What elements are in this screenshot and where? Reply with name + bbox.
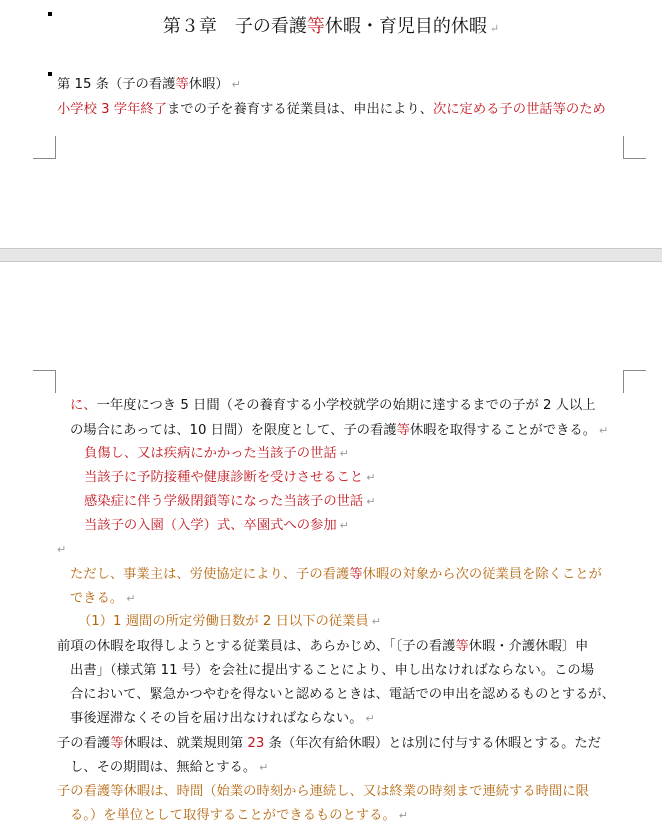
text-segment: 前項の休暇を取得しようとする従業員は、あらかじめ、「〔子の看護 — [57, 639, 456, 654]
article-text: 休暇） — [188, 77, 229, 92]
margin-corner-mark — [33, 370, 56, 393]
paragraph-line[interactable] — [57, 638, 588, 656]
paragraph-mark-bullet — [48, 72, 52, 76]
paragraph-mark: ↵ — [259, 761, 269, 774]
text-segment: に、 — [70, 398, 97, 413]
paragraph-mark: ↵ — [489, 22, 500, 35]
paragraph-mark: ↵ — [57, 543, 67, 556]
list-item[interactable] — [84, 469, 375, 487]
text-segment: 条（年次有給休暇）とは別に付与する休暇とする。ただ — [264, 736, 601, 751]
page-break-gap — [0, 248, 662, 262]
paragraph-mark: ↵ — [126, 592, 136, 605]
text-segment: できる。 — [70, 591, 124, 606]
list-item-text: 感染症に伴う学級閉鎖等になった当該子の世話 — [84, 494, 364, 509]
text-segment: 休暇は、就業規則第 — [123, 736, 248, 751]
title-text: 第３章 子の看護 — [162, 16, 307, 37]
paragraph-line[interactable] — [70, 422, 608, 440]
text-segment: ただし、事業主は、労使協定により、子の看護 — [70, 567, 350, 582]
text-segment: 小学校 3 学年終了 — [57, 102, 167, 117]
paragraph-mark: ↵ — [339, 447, 349, 460]
paragraph-mark: ↵ — [366, 471, 376, 484]
text-segment: る。）を単位として取得することができるものとする。 — [70, 808, 396, 823]
paragraph-line[interactable] — [70, 397, 596, 415]
text-segment-highlight: 等 — [455, 639, 469, 654]
paragraph-mark: ↵ — [371, 615, 381, 628]
article-heading[interactable] — [57, 76, 241, 94]
text-segment: 一年度につき 5 日間（その養育する小学校就学の始期に達するまでの子が 2 人以上 — [96, 398, 596, 413]
text-segment-highlight: 等 — [349, 567, 363, 582]
paragraph-line[interactable] — [70, 686, 615, 704]
list-item[interactable] — [78, 613, 381, 631]
text-segment: 次に定める子の世話等のため — [432, 102, 606, 117]
paragraph-mark: ↵ — [398, 809, 408, 822]
chapter-title[interactable] — [0, 14, 662, 42]
paragraph-mark: ↵ — [231, 78, 241, 91]
text-segment: の場合にあっては、10 日間）を限度として、子の看護 — [70, 423, 397, 438]
margin-corner-mark — [33, 136, 56, 159]
text-segment: 合において、緊急かつやむを得ないと認めるときは、電話での申出を認めるものとするが、 — [70, 687, 615, 702]
text-segment-highlight: 23 — [247, 736, 265, 751]
paragraph-line[interactable] — [57, 101, 606, 119]
title-text-highlight: 等 — [306, 16, 325, 37]
list-item-text: 負傷し、又は疾病にかかった当該子の世話 — [84, 446, 337, 461]
list-item-text: 当該子に予防接種や健康診断を受けさせること — [84, 470, 364, 485]
article-text-highlight: 等 — [175, 77, 189, 92]
paragraph-line[interactable] — [70, 759, 268, 777]
text-segment: までの子を養育する従業員は、申出により、 — [167, 102, 433, 117]
text-segment: 子の看護 — [57, 736, 111, 751]
text-segment-highlight: 等 — [110, 736, 124, 751]
article-text: 第 15 条（子の看護 — [57, 77, 176, 92]
paragraph-mark: ↵ — [365, 712, 375, 725]
document-page-top — [0, 0, 662, 248]
paragraph-mark: ↵ — [339, 519, 349, 532]
list-item[interactable] — [84, 517, 349, 535]
paragraph-line[interactable] — [57, 783, 589, 801]
paragraph-line[interactable] — [70, 710, 375, 728]
text-segment: 事後遅滞なくその旨を届け出なければならない。 — [70, 711, 363, 726]
paragraph-line[interactable] — [70, 590, 135, 608]
list-item-text: （1）1 週間の所定労働日数が 2 日以下の従業員 — [78, 614, 369, 629]
paragraph-line[interactable] — [70, 566, 602, 584]
text-segment: 休暇・介護休暇〕申 — [468, 639, 589, 654]
paragraph-line[interactable] — [70, 662, 594, 680]
paragraph-mark: ↵ — [599, 424, 609, 437]
text-segment: し、その期間は、無給とする。 — [70, 760, 257, 775]
title-text: 休暇・育児目的休暇 — [324, 16, 487, 37]
list-item-text: 当該子の入園（入学）式、卒園式への参加 — [84, 518, 337, 533]
list-item[interactable] — [84, 445, 349, 463]
text-segment: 休暇を取得することができる。 — [409, 423, 597, 438]
text-segment-highlight: 等 — [396, 423, 410, 438]
margin-corner-mark — [623, 370, 646, 393]
margin-corner-mark — [623, 136, 646, 159]
list-item[interactable] — [84, 493, 375, 511]
paragraph-mark: ↵ — [366, 495, 376, 508]
text-segment: 子の看護等休暇は、時間（始業の時刻から連続し、又は終業の時刻まで連続する時間に限 — [57, 784, 589, 799]
text-segment: 休暇の対象から次の従業員を除くことが — [362, 567, 602, 582]
paragraph-line[interactable] — [70, 807, 408, 825]
paragraph-line[interactable] — [57, 735, 601, 753]
text-segment: 出書」（様式第 11 号）を会社に提出することにより、申し出なければならない。この場 — [70, 663, 595, 678]
empty-paragraph[interactable] — [57, 541, 66, 559]
